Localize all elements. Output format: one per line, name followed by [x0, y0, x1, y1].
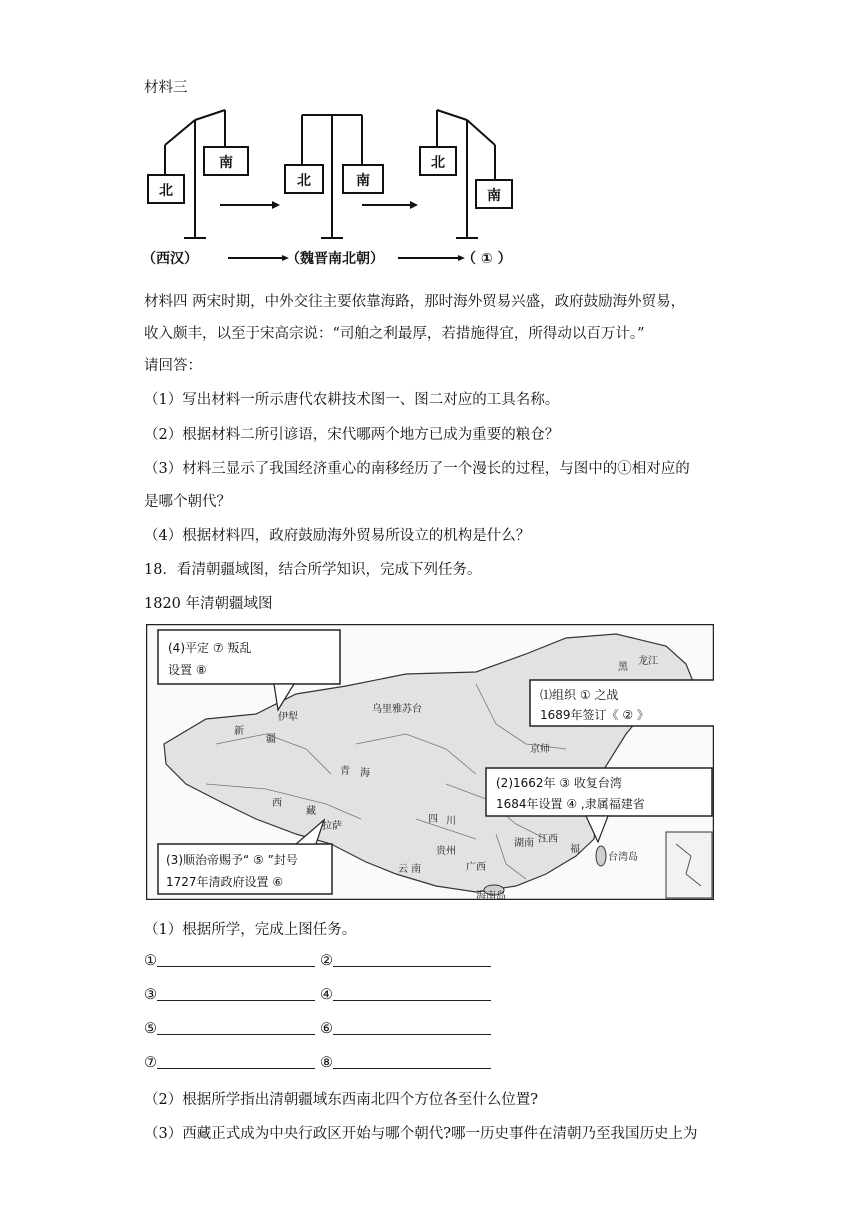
material-3-label: 材料三 [144, 80, 188, 96]
place-jiangxi: 江西 [538, 834, 558, 845]
economic-center-balance-diagram [140, 105, 540, 275]
place-yili: 伊犁 [278, 712, 298, 723]
question-18: 18．看清朝疆域图，结合所学知识，完成下列任务。 [144, 562, 482, 578]
place-zang: 藏 [306, 806, 316, 817]
callout-4-line-1: (4)平定 ⑦ 叛乱 [168, 641, 252, 655]
place-guangxi: 广西 [466, 862, 486, 873]
callout-1-line-2: 1689年签订《 ② 》 [540, 708, 649, 722]
place-jingshi: 京师 [530, 744, 550, 755]
qing-territory-map [146, 624, 714, 900]
answer-blank-4[interactable] [333, 986, 491, 1001]
question-2: （2）根据材料二所引谚语，宋代哪两个地方已成为重要的粮仓？ [144, 427, 560, 443]
material-4-line-1: 材料四 两宋时期，中外交往主要依靠海路，那时海外贸易兴盛，政府鼓励海外贸易， [144, 294, 686, 310]
south-label-1: 南 [219, 155, 233, 171]
place-lhasa: 拉萨 [322, 821, 342, 832]
blank-label-2: ② [320, 953, 333, 969]
question-3: （3）材料三显示了我国经济重心的南移经历了一个漫长的过程，与图中的①相对应的 [144, 461, 690, 477]
blank-label-4: ④ [320, 987, 333, 1003]
place-xin: 新 [234, 726, 244, 737]
blank-label-6: ⑥ [320, 1021, 333, 1037]
blank-label-8: ⑧ [320, 1055, 333, 1071]
blank-row-3 [144, 1020, 496, 1037]
north-label-2: 北 [297, 173, 311, 189]
callout-2-line-1: (2)1662年 ③ 收复台湾 [496, 776, 622, 790]
blank-label-7: ⑦ [144, 1055, 157, 1071]
material-4-line-2: 收入颇丰，以至于宋高宗说：“司舶之利最厚，若措施得宜，所得动以百万计。” [144, 326, 645, 342]
place-xi: 西 [272, 798, 282, 809]
place-hunan: 湖南 [514, 838, 534, 849]
callout-3-line-2: 1727年清政府设置 ⑥ [166, 875, 284, 889]
answer-blank-8[interactable] [333, 1054, 491, 1069]
answer-blank-5[interactable] [157, 1020, 315, 1035]
sub-question-1: （1）根据所学，完成上图任务。 [144, 922, 357, 938]
place-guizhou: 贵州 [436, 846, 456, 857]
place-jiang: 疆 [266, 734, 276, 745]
south-label-3: 南 [487, 188, 501, 204]
question-1: （1）写出材料一所示唐代农耕技术图一、图二对应的工具名称。 [144, 392, 560, 408]
answer-blank-1[interactable] [157, 952, 315, 967]
place-yunnan: 云 南 [398, 864, 422, 875]
place-qing: 青 [340, 766, 350, 777]
answer-blank-2[interactable] [333, 952, 491, 967]
map-title: 1820 年清朝疆域图 [144, 596, 273, 612]
place-fu: 福 [570, 844, 580, 855]
sub-question-2: （2）根据所学指出清朝疆域东西南北四个方位各至什么位置? [144, 1092, 538, 1108]
stage-label-blank-1: （ ① ） [462, 251, 512, 267]
blank-row-4 [144, 1054, 496, 1071]
question-3-cont: 是哪个朝代？ [144, 494, 231, 510]
answer-blank-7[interactable] [157, 1054, 315, 1069]
callout-4-line-2: 设置 ⑧ [168, 663, 207, 677]
north-label-3: 北 [431, 155, 445, 171]
blank-label-5: ⑤ [144, 1021, 157, 1037]
place-longjiang: 龙江 [638, 656, 658, 667]
answer-prompt: 请回答： [144, 358, 202, 374]
south-label-2: 南 [356, 173, 370, 189]
blank-row-2 [144, 986, 496, 1003]
place-uliastai: 乌里雅苏台 [372, 704, 422, 715]
callout-3-line-1: (3)顺治帝赐予“ ⑤ ”封号 [166, 853, 298, 867]
question-4: （4）根据材料四，政府鼓励海外贸易所设立的机构是什么？ [144, 528, 531, 544]
blank-label-1: ① [144, 953, 157, 969]
place-hainan-island: 海南岛 [476, 891, 506, 900]
callout-2-line-2: 1684年设置 ④ ,隶属福建省 [496, 797, 645, 811]
answer-blank-6[interactable] [333, 1020, 491, 1035]
callout-1-line-1: ⑴组织 ① 之战 [540, 688, 619, 702]
stage-label-western-han: （西汉） [142, 251, 198, 267]
sub-question-3: （3）西藏正式成为中央行政区开始与哪个朝代?哪一历史事件在清朝乃至我国历史上为 [144, 1126, 698, 1142]
answer-blank-3[interactable] [157, 986, 315, 1001]
place-si: 四 [428, 814, 438, 825]
north-label-1: 北 [159, 183, 173, 199]
place-hei: 黑 [618, 662, 628, 673]
place-hai: 海 [360, 768, 370, 779]
place-chuan: 川 [446, 816, 456, 827]
stage-label-wei-jin: （魏晋南北朝） [286, 251, 384, 267]
blank-label-3: ③ [144, 987, 157, 1003]
blank-row-1 [144, 952, 496, 969]
place-taiwan-island: 台湾岛 [608, 852, 638, 863]
